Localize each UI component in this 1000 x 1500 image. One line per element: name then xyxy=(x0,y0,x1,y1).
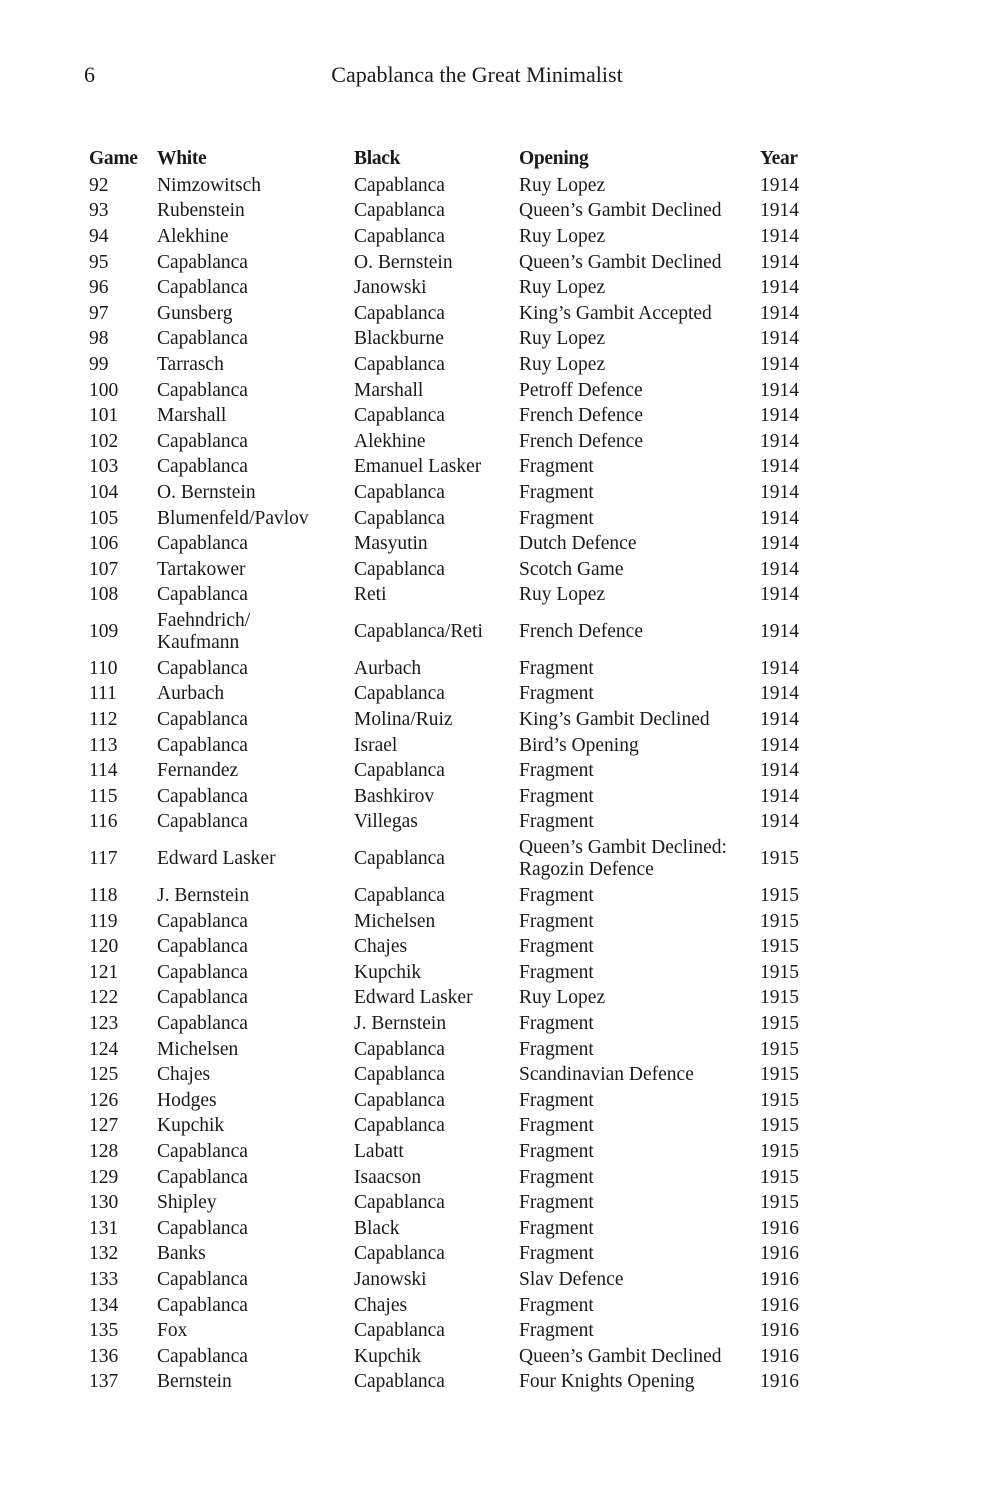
cell-opening: Ruy Lopez xyxy=(519,277,606,299)
cell-opening: King’s Gambit Declined xyxy=(519,709,710,731)
cell-opening: Fragment xyxy=(519,1166,594,1188)
table-row xyxy=(89,352,820,378)
cell-white: Blumenfeld/Pavlov xyxy=(157,507,309,529)
cell-black: Chajes xyxy=(354,936,408,958)
cell-game: 123 xyxy=(89,1013,119,1035)
cell-game: 97 xyxy=(89,302,109,324)
cell-white: Capablanca xyxy=(157,961,248,983)
cell-year: 1914 xyxy=(760,811,799,833)
cell-year: 1914 xyxy=(760,379,799,401)
table-row xyxy=(89,1344,820,1370)
cell-game: 109 xyxy=(89,621,119,643)
cell-opening-line: Queen’s Gambit Declined: xyxy=(519,837,727,859)
cell-white: Capablanca xyxy=(157,987,248,1009)
cell-year: 1915 xyxy=(760,936,799,958)
cell-opening: Four Knights Opening xyxy=(519,1371,695,1393)
cell-black: Marshall xyxy=(354,379,424,401)
cell-game: 95 xyxy=(89,251,109,273)
cell-game: 137 xyxy=(89,1371,119,1393)
cell-year: 1914 xyxy=(760,657,799,679)
cell-white: Capablanca xyxy=(157,734,248,756)
cell-year: 1916 xyxy=(760,1320,799,1342)
table-row xyxy=(89,1216,820,1242)
cell-year: 1914 xyxy=(760,481,799,503)
cell-opening: Scandinavian Defence xyxy=(519,1064,694,1086)
cell-opening: Fragment xyxy=(519,1013,594,1035)
cell-game: 104 xyxy=(89,481,119,503)
cell-black: Edward Lasker xyxy=(354,987,473,1009)
cell-opening: Dutch Defence xyxy=(519,533,637,555)
table-row xyxy=(89,275,820,301)
table-row xyxy=(89,733,820,759)
cell-opening: Queen’s Gambit Declined xyxy=(519,200,722,222)
cell-year: 1914 xyxy=(760,277,799,299)
cell-opening: Fragment xyxy=(519,785,594,807)
cell-black: Capablanca xyxy=(354,481,445,503)
cell-black: Janowski xyxy=(354,277,427,299)
cell-game: 101 xyxy=(89,405,119,427)
table-row xyxy=(89,608,820,656)
cell-game: 96 xyxy=(89,277,109,299)
cell-game: 98 xyxy=(89,328,109,350)
cell-year: 1915 xyxy=(760,987,799,1009)
cell-year: 1914 xyxy=(760,302,799,324)
cell-game: 92 xyxy=(89,174,109,196)
table-row xyxy=(89,455,820,481)
cell-game: 93 xyxy=(89,200,109,222)
table-row xyxy=(89,909,820,935)
cell-opening xyxy=(519,835,760,883)
cell-year: 1914 xyxy=(760,760,799,782)
cell-black: Israel xyxy=(354,734,398,756)
table-row xyxy=(89,707,820,733)
cell-year: 1914 xyxy=(760,328,799,350)
table-row xyxy=(89,1114,820,1140)
cell-black: Reti xyxy=(354,584,387,606)
cell-opening: Ruy Lopez xyxy=(519,328,606,350)
cell-game: 132 xyxy=(89,1243,119,1265)
table-row xyxy=(89,506,820,532)
cell-opening: Bird’s Opening xyxy=(519,734,639,756)
cell-year: 1914 xyxy=(760,200,799,222)
cell-game: 112 xyxy=(89,709,118,731)
cell-game: 106 xyxy=(89,533,119,555)
cell-year: 1914 xyxy=(760,558,799,580)
cell-white: Banks xyxy=(157,1243,206,1265)
cell-opening: Fragment xyxy=(519,456,594,478)
cell-year: 1915 xyxy=(760,1115,799,1137)
cell-black: Masyutin xyxy=(354,533,428,555)
cell-opening: Queen’s Gambit Declined xyxy=(519,251,722,273)
cell-year: 1916 xyxy=(760,1268,799,1290)
cell-black: Capablanca xyxy=(354,405,445,427)
cell-white: Aurbach xyxy=(157,683,225,705)
header-white: White xyxy=(157,148,207,169)
cell-opening: French Defence xyxy=(519,621,643,643)
cell-black: Alekhine xyxy=(354,430,426,452)
cell-year: 1915 xyxy=(760,885,799,907)
cell-black: Capablanca xyxy=(354,885,445,907)
header-year: Year xyxy=(760,148,798,169)
cell-game: 125 xyxy=(89,1064,119,1086)
table-row xyxy=(89,301,820,327)
cell-black: Capablanca xyxy=(354,1064,445,1086)
cell-game: 108 xyxy=(89,584,119,606)
cell-white: Capablanca xyxy=(157,277,248,299)
cell-white-line: Faehndrich/ xyxy=(157,610,251,632)
cell-game: 105 xyxy=(89,507,119,529)
cell-opening: Fragment xyxy=(519,657,594,679)
table-row xyxy=(89,656,820,682)
table-row xyxy=(89,934,820,960)
cell-white: Alekhine xyxy=(157,225,229,247)
cell-white: Capablanca xyxy=(157,328,248,350)
cell-year: 1914 xyxy=(760,709,799,731)
cell-white: Kupchik xyxy=(157,1115,225,1137)
cell-black: Capablanca xyxy=(354,302,445,324)
cell-year: 1916 xyxy=(760,1345,799,1367)
cell-opening: Fragment xyxy=(519,961,594,983)
cell-game: 113 xyxy=(89,734,118,756)
cell-white: Capablanca xyxy=(157,251,248,273)
cell-white: Capablanca xyxy=(157,584,248,606)
cell-game: 127 xyxy=(89,1115,119,1137)
cell-black: Capablanca xyxy=(354,1192,445,1214)
table-row xyxy=(89,883,820,909)
cell-game: 121 xyxy=(89,961,119,983)
cell-game: 94 xyxy=(89,225,109,247)
table-row xyxy=(89,986,820,1012)
table-row xyxy=(89,1318,820,1344)
cell-black: Capablanca xyxy=(354,760,445,782)
cell-black: Kupchik xyxy=(354,961,422,983)
cell-white: Hodges xyxy=(157,1089,217,1111)
cell-black: Black xyxy=(354,1217,400,1239)
cell-opening: Fragment xyxy=(519,885,594,907)
cell-opening: Fragment xyxy=(519,481,594,503)
cell-opening: French Defence xyxy=(519,405,643,427)
cell-black: Villegas xyxy=(354,811,418,833)
cell-game: 131 xyxy=(89,1217,119,1239)
header-opening: Opening xyxy=(519,148,589,169)
cell-opening: Fragment xyxy=(519,1140,594,1162)
cell-opening: Fragment xyxy=(519,910,594,932)
cell-black: Blackburne xyxy=(354,328,444,350)
cell-year: 1915 xyxy=(760,1192,799,1214)
table-row xyxy=(89,1242,820,1268)
header-black: Black xyxy=(354,148,401,169)
cell-black: Janowski xyxy=(354,1268,427,1290)
table-row xyxy=(89,1088,820,1114)
cell-black: Molina/Ruiz xyxy=(354,709,453,731)
header-game: Game xyxy=(89,148,138,169)
cell-white: Capablanca xyxy=(157,1345,248,1367)
cell-game: 102 xyxy=(89,430,119,452)
cell-black: Capablanca xyxy=(354,1089,445,1111)
cell-black: J. Bernstein xyxy=(354,1013,447,1035)
cell-game: 120 xyxy=(89,936,119,958)
cell-year: 1916 xyxy=(760,1371,799,1393)
cell-white: Capablanca xyxy=(157,1294,248,1316)
cell-year: 1916 xyxy=(760,1217,799,1239)
table-row xyxy=(89,480,820,506)
table-row xyxy=(89,531,820,557)
cell-white: Capablanca xyxy=(157,1140,248,1162)
cell-black: Capablanca xyxy=(354,1243,445,1265)
table-row xyxy=(89,758,820,784)
cell-white: Capablanca xyxy=(157,379,248,401)
cell-year: 1915 xyxy=(760,1038,799,1060)
cell-year: 1914 xyxy=(760,174,799,196)
cell-black: Bashkirov xyxy=(354,785,435,807)
cell-year: 1915 xyxy=(760,1140,799,1162)
cell-opening: Fragment xyxy=(519,1320,594,1342)
cell-game: 128 xyxy=(89,1140,119,1162)
cell-year: 1915 xyxy=(760,961,799,983)
cell-black: Capablanca xyxy=(354,1115,445,1137)
cell-opening-line: Ragozin Defence xyxy=(519,859,654,881)
table-row xyxy=(89,1139,820,1165)
cell-year: 1914 xyxy=(760,507,799,529)
cell-opening: Fragment xyxy=(519,1115,594,1137)
cell-black: Capablanca/Reti xyxy=(354,621,483,643)
cell-opening: Fragment xyxy=(519,507,594,529)
table-row xyxy=(89,835,820,883)
cell-white-line: Kaufmann xyxy=(157,632,240,654)
cell-white: Fox xyxy=(157,1320,188,1342)
cell-opening: Ruy Lopez xyxy=(519,174,606,196)
cell-opening: Ruy Lopez xyxy=(519,584,606,606)
cell-year: 1915 xyxy=(760,848,799,870)
cell-game: 116 xyxy=(89,811,118,833)
cell-black: O. Bernstein xyxy=(354,251,453,273)
cell-opening: Scotch Game xyxy=(519,558,624,580)
cell-game: 129 xyxy=(89,1166,119,1188)
cell-year: 1914 xyxy=(760,353,799,375)
cell-year: 1914 xyxy=(760,683,799,705)
cell-game: 135 xyxy=(89,1320,119,1342)
cell-black: Capablanca xyxy=(354,683,445,705)
cell-opening: Queen’s Gambit Declined xyxy=(519,1345,722,1367)
table-row xyxy=(89,960,820,986)
cell-white: Capablanca xyxy=(157,709,248,731)
cell-game: 100 xyxy=(89,379,119,401)
cell-game: 130 xyxy=(89,1192,119,1214)
cell-black: Michelsen xyxy=(354,910,436,932)
table-row xyxy=(89,682,820,708)
cell-year: 1915 xyxy=(760,1013,799,1035)
table-row xyxy=(89,199,820,225)
cell-opening: Fragment xyxy=(519,1038,594,1060)
cell-white: Bernstein xyxy=(157,1371,232,1393)
table-row xyxy=(89,810,820,836)
cell-year: 1914 xyxy=(760,405,799,427)
cell-game: 133 xyxy=(89,1268,119,1290)
cell-black: Isaacson xyxy=(354,1166,422,1188)
cell-white: Capablanca xyxy=(157,456,248,478)
table-row xyxy=(89,784,820,810)
table-row xyxy=(89,1037,820,1063)
cell-black: Capablanca xyxy=(354,225,445,247)
cell-game: 110 xyxy=(89,657,118,679)
cell-black: Capablanca xyxy=(354,1038,445,1060)
cell-black: Labatt xyxy=(354,1140,404,1162)
cell-white: Capablanca xyxy=(157,1013,248,1035)
cell-black: Chajes xyxy=(354,1294,408,1316)
cell-white: Edward Lasker xyxy=(157,848,276,870)
cell-year: 1914 xyxy=(760,430,799,452)
cell-white: Marshall xyxy=(157,405,227,427)
table-row xyxy=(89,1190,820,1216)
cell-opening: Fragment xyxy=(519,1294,594,1316)
cell-white: Shipley xyxy=(157,1192,217,1214)
cell-black: Aurbach xyxy=(354,657,422,679)
cell-white: Fernandez xyxy=(157,760,239,782)
cell-black: Capablanca xyxy=(354,1371,445,1393)
cell-black: Capablanca xyxy=(354,848,445,870)
cell-white: Capablanca xyxy=(157,785,248,807)
cell-year: 1914 xyxy=(760,251,799,273)
cell-white: Capablanca xyxy=(157,430,248,452)
table-row xyxy=(89,429,820,455)
cell-game: 119 xyxy=(89,910,118,932)
cell-game: 111 xyxy=(89,683,117,705)
table-row xyxy=(89,557,820,583)
cell-white: O. Bernstein xyxy=(157,481,256,503)
cell-year: 1914 xyxy=(760,533,799,555)
cell-black: Capablanca xyxy=(354,353,445,375)
cell-opening: Fragment xyxy=(519,1217,594,1239)
cell-black: Capablanca xyxy=(354,174,445,196)
cell-black: Capablanca xyxy=(354,507,445,529)
cell-black: Capablanca xyxy=(354,1320,445,1342)
cell-game: 115 xyxy=(89,785,118,807)
cell-black: Capablanca xyxy=(354,558,445,580)
cell-year: 1916 xyxy=(760,1243,799,1265)
table-row xyxy=(89,250,820,276)
cell-opening: Ruy Lopez xyxy=(519,353,606,375)
cell-game: 117 xyxy=(89,848,118,870)
cell-opening: Fragment xyxy=(519,683,594,705)
cell-game: 122 xyxy=(89,987,119,1009)
cell-white: Chajes xyxy=(157,1064,211,1086)
cell-game: 126 xyxy=(89,1089,119,1111)
cell-black: Capablanca xyxy=(354,200,445,222)
cell-white: Capablanca xyxy=(157,1166,248,1188)
cell-year: 1916 xyxy=(760,1294,799,1316)
table-row xyxy=(89,403,820,429)
cell-white: Capablanca xyxy=(157,657,248,679)
cell-white: Capablanca xyxy=(157,1268,248,1290)
cell-opening: Slav Defence xyxy=(519,1268,624,1290)
table-row xyxy=(89,1370,820,1396)
cell-black: Kupchik xyxy=(354,1345,422,1367)
table-row xyxy=(89,583,820,609)
table-row xyxy=(89,224,820,250)
cell-white: Tartakower xyxy=(157,558,246,580)
cell-white: Michelsen xyxy=(157,1038,239,1060)
cell-game: 103 xyxy=(89,456,119,478)
cell-year: 1915 xyxy=(760,1166,799,1188)
cell-year: 1914 xyxy=(760,785,799,807)
cell-white xyxy=(157,608,354,656)
cell-game: 124 xyxy=(89,1038,119,1060)
cell-year: 1914 xyxy=(760,621,799,643)
cell-opening: French Defence xyxy=(519,430,643,452)
cell-game: 114 xyxy=(89,760,118,782)
cell-year: 1915 xyxy=(760,1089,799,1111)
cell-opening: Fragment xyxy=(519,760,594,782)
cell-white: Capablanca xyxy=(157,910,248,932)
cell-year: 1914 xyxy=(760,584,799,606)
games-table xyxy=(89,148,820,1395)
cell-opening: Fragment xyxy=(519,936,594,958)
cell-white: Rubenstein xyxy=(157,200,245,222)
cell-opening: Ruy Lopez xyxy=(519,225,606,247)
cell-white: Capablanca xyxy=(157,936,248,958)
cell-opening: Fragment xyxy=(519,1089,594,1111)
table-row xyxy=(89,327,820,353)
cell-opening: Petroff Defence xyxy=(519,379,643,401)
page-number: 6 xyxy=(84,62,95,87)
cell-opening: Fragment xyxy=(519,1243,594,1265)
cell-white: Capablanca xyxy=(157,533,248,555)
cell-year: 1915 xyxy=(760,1064,799,1086)
cell-game: 118 xyxy=(89,885,118,907)
cell-year: 1914 xyxy=(760,456,799,478)
cell-opening: Fragment xyxy=(519,811,594,833)
cell-year: 1914 xyxy=(760,734,799,756)
running-title: Capablanca the Great Minimalist xyxy=(331,62,623,87)
cell-game: 136 xyxy=(89,1345,119,1367)
cell-white: J. Bernstein xyxy=(157,885,250,907)
cell-opening: Fragment xyxy=(519,1192,594,1214)
cell-white: Capablanca xyxy=(157,811,248,833)
table-header-row xyxy=(89,148,820,173)
cell-game: 134 xyxy=(89,1294,119,1316)
table-row xyxy=(89,1062,820,1088)
cell-game: 107 xyxy=(89,558,119,580)
cell-game: 99 xyxy=(89,353,109,375)
cell-opening: King’s Gambit Accepted xyxy=(519,302,712,324)
table-row xyxy=(89,1165,820,1191)
cell-white: Tarrasch xyxy=(157,353,224,375)
table-row xyxy=(89,378,820,404)
table-row xyxy=(89,1293,820,1319)
cell-white: Capablanca xyxy=(157,1217,248,1239)
table-row xyxy=(89,1267,820,1293)
cell-year: 1915 xyxy=(760,910,799,932)
cell-white: Nimzowitsch xyxy=(157,174,261,196)
cell-black: Emanuel Lasker xyxy=(354,456,482,478)
cell-opening: Ruy Lopez xyxy=(519,987,606,1009)
table-row xyxy=(89,173,820,199)
cell-year: 1914 xyxy=(760,225,799,247)
table-row xyxy=(89,1011,820,1037)
cell-white: Gunsberg xyxy=(157,302,233,324)
